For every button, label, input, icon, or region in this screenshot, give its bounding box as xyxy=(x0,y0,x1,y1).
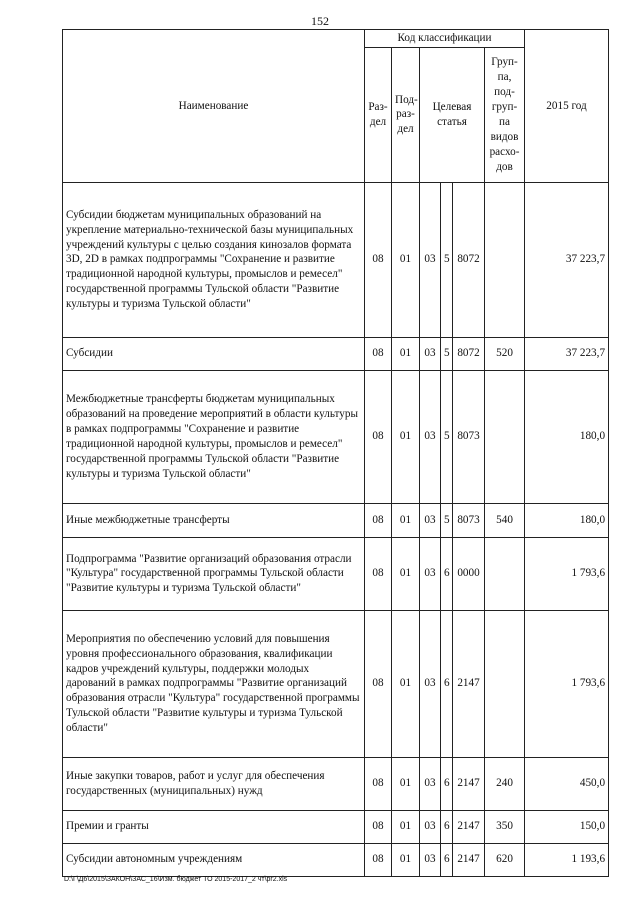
cell-t3: 8073 xyxy=(453,503,485,537)
cell-name: Субсидии бюджетам муниципальных образований на укрепление материально-технической базы муниципальных учреждений культуры с целью создания кинозалов формата 3D, 2D в рамках подпрограммы "Сохранение и развитие традиционной народной культуры, промыслов и ремесел" государственной программы Тульской области "Развитие культуры и туризма Тульской области" xyxy=(63,182,365,337)
cell-t3: 0000 xyxy=(453,537,485,610)
table-row xyxy=(63,610,609,757)
table-row xyxy=(63,503,609,537)
cell-amount: 37 223,7 xyxy=(525,337,609,370)
cell-razdel: 08 xyxy=(365,337,392,370)
cell-amount: 450,0 xyxy=(525,757,609,810)
cell-t1: 03 xyxy=(420,503,441,537)
cell-t3: 8072 xyxy=(453,182,485,337)
cell-t2: 5 xyxy=(441,503,453,537)
cell-name: Иные закупки товаров, работ и услуг для обеспечения государственных (муниципальных) нужд xyxy=(63,757,365,810)
cell-t1: 03 xyxy=(420,337,441,370)
cell-t1: 03 xyxy=(420,537,441,610)
table-row xyxy=(63,370,609,503)
page-number: 152 xyxy=(311,14,329,28)
cell-vid xyxy=(485,610,525,757)
header-name: Наименование xyxy=(63,30,365,183)
cell-vid: 540 xyxy=(485,503,525,537)
cell-amount: 180,0 xyxy=(525,503,609,537)
cell-t1: 03 xyxy=(420,810,441,843)
cell-amount: 180,0 xyxy=(525,370,609,503)
cell-podrazdel: 01 xyxy=(392,843,420,876)
cell-t2: 6 xyxy=(441,757,453,810)
cell-razdel: 08 xyxy=(365,810,392,843)
cell-name: Подпрограмма "Развитие организаций образования отрасли "Культура" государственной программы Тульской области "Развитие культуры и туризма Тульской области" xyxy=(63,537,365,610)
cell-name: Субсидии xyxy=(63,337,365,370)
cell-vid xyxy=(485,537,525,610)
table-row xyxy=(63,810,609,843)
cell-razdel: 08 xyxy=(365,537,392,610)
cell-t1: 03 xyxy=(420,843,441,876)
cell-t3: 2147 xyxy=(453,610,485,757)
cell-vid: 350 xyxy=(485,810,525,843)
cell-t1: 03 xyxy=(420,182,441,337)
cell-podrazdel: 01 xyxy=(392,370,420,503)
cell-t2: 6 xyxy=(441,843,453,876)
file-path-footer: D:\Г\Д6\2015\ЗАКОН\ЗАС_16\Изм. бюджет ТО 2015-2017_2 чт\pr2.xls xyxy=(64,876,288,883)
cell-vid: 620 xyxy=(485,843,525,876)
cell-podrazdel: 01 xyxy=(392,182,420,337)
cell-podrazdel: 01 xyxy=(392,757,420,810)
cell-vid: 520 xyxy=(485,337,525,370)
cell-name: Премии и гранты xyxy=(63,810,365,843)
cell-amount: 37 223,7 xyxy=(525,182,609,337)
cell-podrazdel: 01 xyxy=(392,503,420,537)
cell-name: Субсидии автономным учреждениям xyxy=(63,843,365,876)
cell-t1: 03 xyxy=(420,370,441,503)
cell-razdel: 08 xyxy=(365,503,392,537)
cell-amount: 1 193,6 xyxy=(525,843,609,876)
table-row xyxy=(63,337,609,370)
table-row xyxy=(63,757,609,810)
cell-vid: 240 xyxy=(485,757,525,810)
cell-name: Межбюджетные трансферты бюджетам муниципальных образований на проведение мероприятий в области культуры в рамках подпрограммы "Сохранение и развитие традиционной народной культуры, промыслов и ремесел" государственной программы Тульской области "Развитие культуры и туризма Тульской области" xyxy=(63,370,365,503)
header-subsection: Под- раз- дел xyxy=(392,47,420,182)
cell-vid xyxy=(485,370,525,503)
cell-t3: 8073 xyxy=(453,370,485,503)
cell-t2: 5 xyxy=(441,337,453,370)
header-classification: Код классификации xyxy=(365,30,525,48)
cell-amount: 1 793,6 xyxy=(525,537,609,610)
cell-podrazdel: 01 xyxy=(392,337,420,370)
table-row xyxy=(63,537,609,610)
cell-vid xyxy=(485,182,525,337)
cell-razdel: 08 xyxy=(365,843,392,876)
header-year: 2015 год xyxy=(525,30,609,183)
table-body xyxy=(63,182,609,876)
cell-t2: 6 xyxy=(441,810,453,843)
cell-t2: 5 xyxy=(441,182,453,337)
cell-podrazdel: 01 xyxy=(392,537,420,610)
cell-t1: 03 xyxy=(420,757,441,810)
cell-razdel: 08 xyxy=(365,610,392,757)
header-section: Раз- дел xyxy=(365,47,392,182)
cell-t2: 6 xyxy=(441,537,453,610)
budget-table xyxy=(62,29,609,877)
cell-t1: 03 xyxy=(420,610,441,757)
header-group: Груп- па, под- груп- па видов расхо- дов xyxy=(485,47,525,182)
cell-t3: 2147 xyxy=(453,757,485,810)
table-row xyxy=(63,843,609,876)
cell-name: Мероприятия по обеспечению условий для повышения уровня профессионального образования, квалификации кадров учреждений культуры, поддержки молодых дарований в рамках подпрограммы "Развитие организаций образования отрасли "Культура" государственной программы Тульской области "Развитие культуры и туризма Тульской области" xyxy=(63,610,365,757)
table-row xyxy=(63,182,609,337)
cell-razdel: 08 xyxy=(365,370,392,503)
cell-razdel: 08 xyxy=(365,182,392,337)
cell-podrazdel: 01 xyxy=(392,610,420,757)
cell-t3: 2147 xyxy=(453,810,485,843)
cell-razdel: 08 xyxy=(365,757,392,810)
header-row xyxy=(63,30,609,48)
cell-t3: 2147 xyxy=(453,843,485,876)
cell-t2: 5 xyxy=(441,370,453,503)
cell-t3: 8072 xyxy=(453,337,485,370)
cell-podrazdel: 01 xyxy=(392,810,420,843)
cell-t2: 6 xyxy=(441,610,453,757)
cell-name: Иные межбюджетные трансферты xyxy=(63,503,365,537)
cell-amount: 1 793,6 xyxy=(525,610,609,757)
cell-amount: 150,0 xyxy=(525,810,609,843)
header-target: Целевая статья xyxy=(420,47,485,182)
